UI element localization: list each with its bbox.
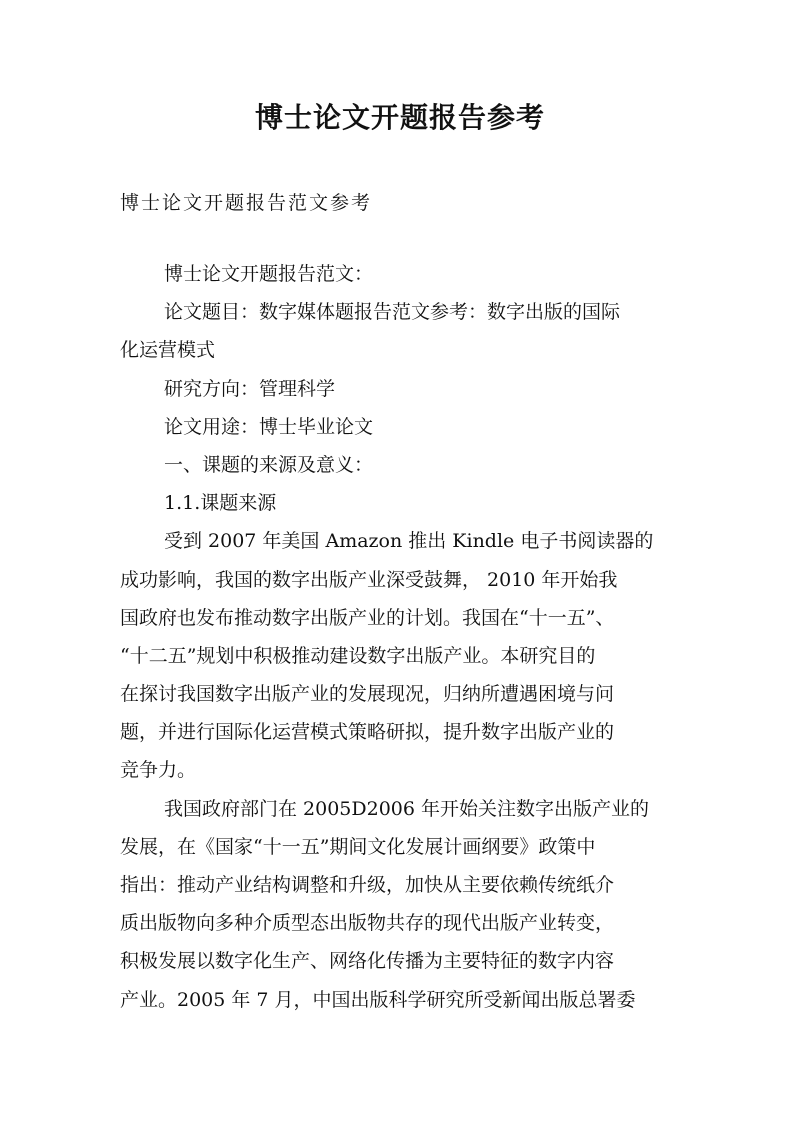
body-line: 论文题目：数字媒体题报告范文参考：数字出版的国际: [164, 301, 621, 324]
body-line: 化运营模式: [120, 339, 216, 362]
body-line: 研究方向：管理科学: [164, 377, 336, 400]
body-line: 论文用途：博士毕业论文: [164, 415, 374, 438]
body-line: 我国政府部门在 2005D2006 年开始关注数字出版产业的: [164, 797, 650, 820]
body-line: 博士论文开题报告范文：: [164, 263, 374, 285]
body-line: 竞争力。: [120, 759, 197, 782]
body-line: 1.1.课题来源: [164, 492, 277, 515]
document-title: 博士论文开题报告参考: [254, 101, 545, 134]
body-line: “十二五”规划中积极推动建设数字出版产业。本研究目的: [120, 644, 596, 667]
body-line: 在探讨我国数字出版产业的发展现况，归纳所遭遇困境与问: [120, 683, 615, 706]
body-line: 积极发展以数字化生产、网络化传播为主要特征的数字内容: [120, 950, 615, 973]
body-line: 发展，在《国家“十一五”期间文化发展计画纲要》政策中: [120, 835, 596, 858]
body-line: 一、课题的来源及意义：: [164, 453, 374, 476]
body-line: 受到 2007 年美国 Amazon 推出 Kindle 电子书阅读器的: [164, 530, 654, 553]
body-line: 产业。2005 年 7 月，中国出版科学研究所受新闻出版总署委: [120, 988, 636, 1011]
body-line: 国政府也发布推动数字出版产业的计划。我国在“十一五”、: [120, 606, 615, 629]
body-line: 成功影响，我国的数字出版产业深受鼓舞， 2010 年开始我: [120, 568, 618, 591]
body-line: 指出：推动产业结构调整和升级，加快从主要依赖传统纸介: [120, 874, 615, 896]
document-body: [120, 255, 680, 1019]
body-line: 题，并进行国际化运营模式策略研拟，提升数字出版产业的: [120, 721, 615, 744]
body-line: 质出版物向多种介质型态出版物共存的现代出版产业转变，: [120, 912, 615, 935]
document-subtitle: 博士论文开题报告范文参考: [120, 192, 373, 214]
